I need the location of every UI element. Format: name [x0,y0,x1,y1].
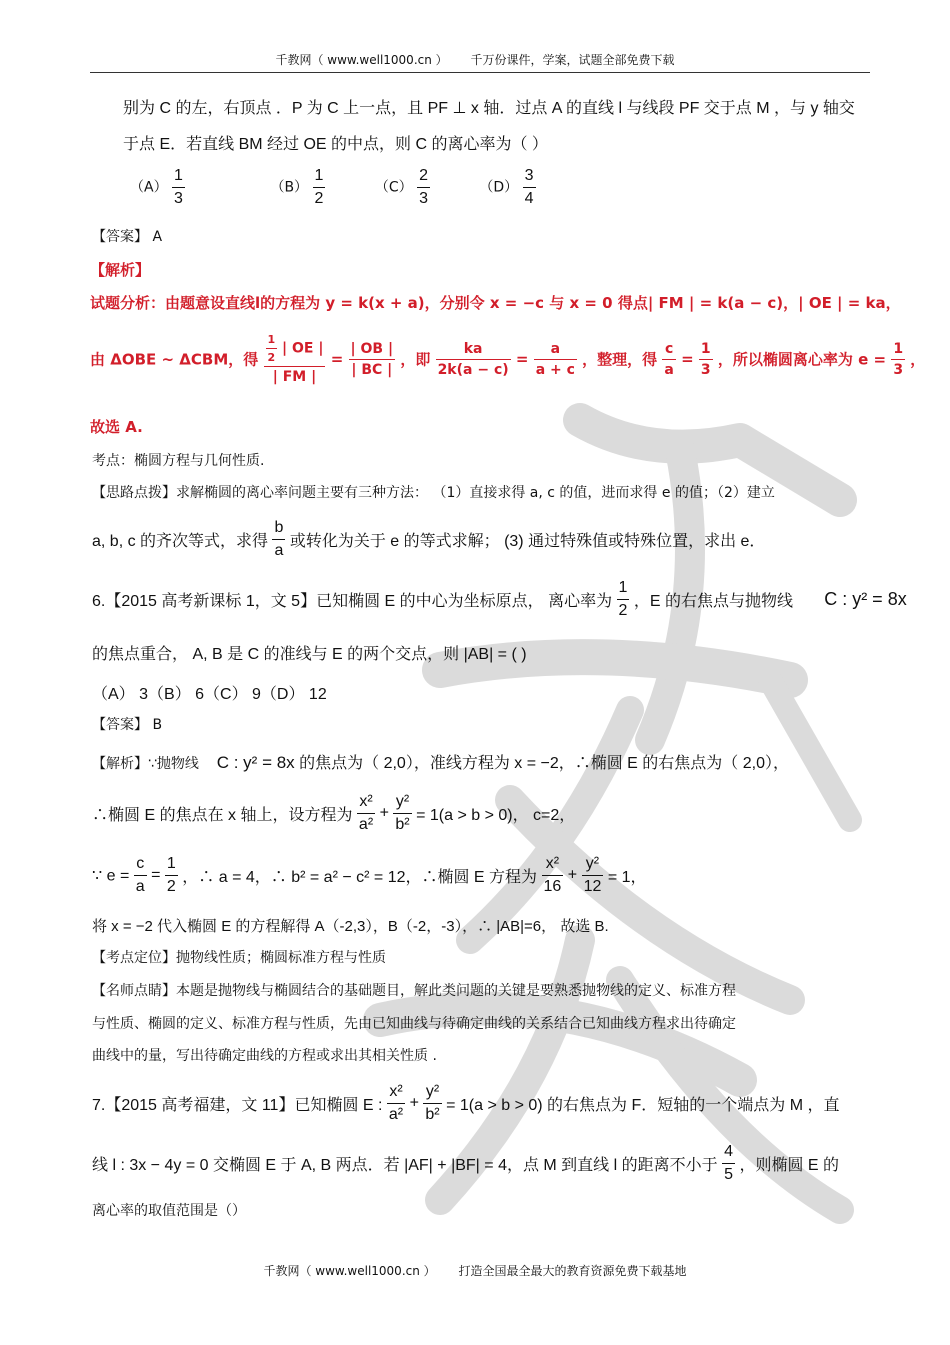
q6-line1: 6.【2015 高考新课标 1，文 5】已知椭圆 E 的中心为坐标原点， 离心率为 $\frac{1}{2}$ ，E 的右焦点与抛物线 C : y² = 8x [92,579,907,619]
q5-option-b: （B） $\frac{1}{2}$ [270,167,324,207]
page-footer [0,1262,950,1279]
q6-solution-line2: ∴椭圆 E 的焦点在 x 轴上，设方程为 $\frac{\text{x²}}{\text{a²}}$ + $\frac{\text{y²}}{\text{b²}}$ = 1(a > b > 0)， c=2， [92,793,576,833]
q5-kaodian: 考点：椭圆方程与几何性质. [92,453,265,469]
q5-line2: 于点 E．若直线 BM 经过 OE 的中点，则 C 的离心率为（ ） [123,136,548,153]
q6-options: （A） 3（B） 6（C） 9（D） 12 [92,686,327,703]
q6-kaodian: 【考点定位】抛物线性质；椭圆标准方程与性质 [92,950,386,966]
header-slogan: 千万份课件，学案，试题全部免费下载 [470,53,675,67]
analysis-line1: 试题分析：由题意设直线l的方程为 y = k(x + a)，分别令 x = −c 与 x = 0 得点| FM | = k(a − c)，| OE | = ka， [90,294,901,312]
analysis-line3: 故选 A. [90,418,143,436]
q5-option-c: （C） $\frac{2}{3}$ [374,167,429,207]
q6-solution-line1: 【解析】∵抛物线 C : y² = 8x 的焦点为（ 2,0），准线方程为 x = −2，∴椭圆 E 的右焦点为（ 2,0）， [92,753,789,772]
q6-mingshi-line1: 【名师点睛】本题是抛物线与椭圆结合的基础题目，解此类问题的关键是要熟悉抛物线的定义、标准方程 [92,983,736,999]
q5-silu-line1: 【思路点拨】求解椭圆的离心率问题主要有三种方法： （1）直接求得 a, c 的值，进而求得 e 的值；（2）建立 [92,485,775,501]
q5-answer: 【答案】 A [92,229,163,245]
q6-solution-line3: ∵ e = $\frac{c}{a}$ = $\frac{1}{2}$ ，∴ a = 4，∴ b² = a² − c² = 12，∴椭圆 E 方程为 $\frac{\text{x²}}{16}$ + $\frac{\text{y²}}{12}$ = 1， [92,855,647,895]
footer-slogan: 打造全国最全最大的教育资源免费下载基地 [458,1264,687,1278]
q5-option-d: （D） $\frac{3}{4}$ [479,167,534,207]
q7-line3: 离心率的取值范围是（） [92,1203,246,1219]
q6-answer: 【答案】 B [92,717,163,733]
analysis-tag: 【解析】 [90,261,151,279]
header-site: 千教网（ www.well1000.cn ） [275,53,448,67]
q7-line2: 线 l : 3x − 4y = 0 交椭圆 E 于 A, B 两点．若 |AF| + |BF| = 4，点 M 到直线 l 的距离不小于 $\frac{4}{5}$ ，则椭圆 E 的 [92,1143,840,1183]
q7-line1: 7.【2015 高考福建，文 11】已知椭圆 E : $\frac{\text{x²}}{\text{a²}}$ + $\frac{\text{y²}}{\text{b²}}$ = 1(a > b > 0) 的右焦点为 F．短轴的一个端点为 M ，直 [92,1083,840,1123]
q5-option-a: （A） $\frac{1}{3}$ [130,167,183,207]
q6-solution-line4: 将 x = −2 代入椭圆 E 的方程解得 A（-2,3），B（-2，-3），∴ |AB|=6， 故选 B. [92,918,609,935]
q5-silu-line2: a, b, c 的齐次等式，求得 $\frac{b}{a}$ 或转化为关于 e 的等式求解； (3) 通过特殊值或特殊位置，求出 e． [92,519,766,559]
q6-mingshi-line2: 与性质、椭圆的定义、标准方程与性质，先由已知曲线与待确定曲线的关系结合已知曲线方程求出待确定 [92,1016,736,1032]
analysis-line2: 由 ΔOBE ~ ΔCBM，得 $\frac{1}{2}$ | OE | | FM | = $\frac{| OB |}{| BC |}$ ，即 $\frac{ka}{2k(a - c)}$ = $\frac{a}{a + c}$ ，整理，得 $\frac{c}{a}$ = $\frac{1}{3}$ ，所以椭圆离心率为 e = $\frac{1}{3}$ ， [90,333,926,385]
q5-line1: 别为 C 的左，右顶点 ．P 为 C 上一点，且 PF ⊥ x 轴．过点 A 的直线 l 与线段 PF 交于点 M ，与 y 轴交 [123,100,855,117]
q6-mingshi-line3: 曲线中的量，写出待确定曲线的方程或求出其相关性质 . [92,1048,437,1064]
page-header [0,51,950,68]
header-rule [90,72,870,73]
q6-line2: 的焦点重合， A, B 是 C 的准线与 E 的两个交点，则 |AB| = ( ) [92,646,527,663]
q5-analysis-box [88,256,926,438]
q5-options [130,168,579,207]
footer-site: 千教网（ www.well1000.cn ） [263,1264,436,1278]
